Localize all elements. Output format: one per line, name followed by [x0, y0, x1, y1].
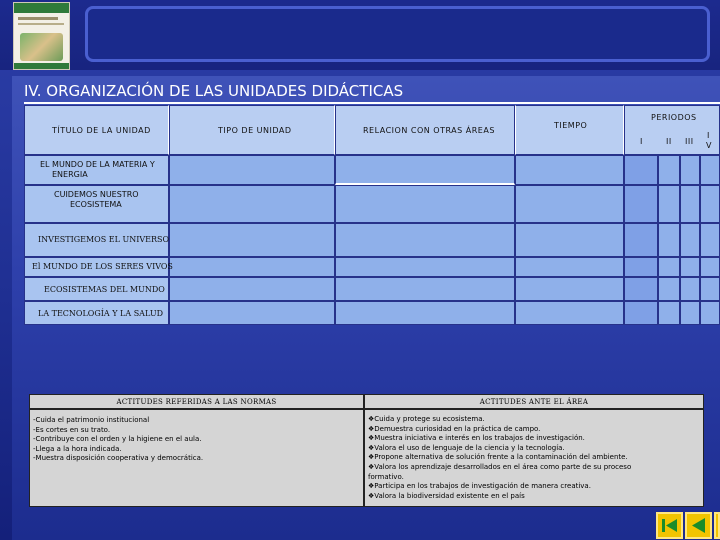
row-6-tipo[interactable] — [169, 301, 335, 325]
row-3-period-1[interactable] — [624, 223, 658, 257]
previous-slide-button[interactable] — [685, 512, 712, 539]
actitudes-normas-header: ACTITUDES REFERIDAS A LAS NORMAS — [29, 394, 364, 409]
row-1-period-4[interactable] — [700, 155, 720, 185]
area-item: ❖Valora los aprendizaje desarrollados en el área como parte de su proceso — [368, 462, 632, 471]
row-5-title: ECOSISTEMAS DEL MUNDO — [44, 285, 165, 294]
row-6-period-1[interactable] — [624, 301, 658, 325]
area-item: ❖Valora el uso de lenguaje de la ciencia y la tecnología. — [368, 443, 565, 452]
area-item: formativo. — [368, 472, 404, 481]
row-5-period-1[interactable] — [624, 277, 658, 301]
actitudes-normas-list — [29, 409, 364, 507]
row-5-period-2[interactable] — [658, 277, 680, 301]
area-item: ❖Participa en los trabajos de investigación de manera creativa. — [368, 482, 591, 491]
area-item: ❖Cuida y protege su ecosistema. — [368, 415, 485, 423]
header-tipo: TIPO DE UNIDAD — [218, 126, 292, 135]
header-tiempo: TIEMPO — [554, 121, 588, 130]
row-2-relacion[interactable] — [335, 185, 515, 223]
actitudes-area-list — [364, 409, 704, 507]
norma-item: -Es cortes en su trato. — [33, 425, 111, 434]
row-6-title: LA TECNOLOGÍA Y LA SALUD — [38, 309, 163, 318]
row-1-title-line1: EL MUNDO DE LA MATERIA Y — [40, 160, 155, 169]
first-slide-button[interactable] — [656, 512, 683, 539]
row-1-title-line2: ENERGIA — [52, 170, 88, 179]
previous-slide-icon — [690, 517, 707, 534]
area-item: ❖Muestra iniciativa e interés en los trabajos de investigación. — [368, 434, 585, 443]
row-3-tiempo[interactable] — [515, 223, 624, 257]
row-3-period-3[interactable] — [680, 223, 700, 257]
header-period-4a: I — [707, 131, 710, 140]
header-period-2: II — [666, 137, 672, 146]
header-period-1: I — [640, 137, 643, 146]
section-title: IV. ORGANIZACIÓN DE LAS UNIDADES DIDÁCTICAS — [24, 82, 404, 100]
header-titulo: TÍTULO DE LA UNIDAD — [52, 126, 151, 135]
row-5-tiempo[interactable] — [515, 277, 624, 301]
header-relacion: RELACION CON OTRAS ÁREAS — [363, 126, 495, 135]
row-2-period-3[interactable] — [680, 185, 700, 223]
actitudes-area-header: ACTITUDES ANTE EL ÁREA — [364, 394, 704, 409]
row-2-tipo[interactable] — [169, 185, 335, 223]
area-item: ❖Propone alternativa de solución frente a la contaminación del ambiente. — [368, 453, 628, 462]
norma-item: -Muestra disposición cooperativa y democrática. — [33, 454, 204, 462]
norma-item: -Cuida el patrimonio institucional — [33, 416, 150, 424]
row-4-title: El MUNDO DE LOS SERES VIVOS — [32, 262, 173, 271]
header-period-3: III — [685, 137, 694, 146]
row-5-relacion[interactable] — [335, 277, 515, 301]
row-2-tiempo[interactable] — [515, 185, 624, 223]
header-periodos: PERIODOS — [651, 113, 697, 122]
row-4-period-4[interactable] — [700, 257, 720, 277]
row-5-period-4[interactable] — [700, 277, 720, 301]
row-6-period-4[interactable] — [700, 301, 720, 325]
row-4-period-2[interactable] — [658, 257, 680, 277]
row-1-tipo[interactable] — [169, 155, 335, 185]
area-item: ❖Demuestra curiosidad en la práctica de campo. — [368, 424, 541, 433]
row-4-period-3[interactable] — [680, 257, 700, 277]
row-2-title-line1: CUIDEMOS NUESTRO — [54, 190, 139, 199]
first-slide-icon — [661, 517, 678, 534]
cover-thumbnail — [13, 2, 70, 70]
area-item: ❖Valora la biodiversidad existente en el país — [368, 491, 525, 500]
row-1-period-2[interactable] — [658, 155, 680, 185]
row-3-tipo[interactable] — [169, 223, 335, 257]
row-2-period-4[interactable] — [700, 185, 720, 223]
row-4-tipo[interactable] — [169, 257, 335, 277]
row-3-title: INVESTIGEMOS EL UNIVERSO — [38, 235, 170, 244]
row-1-period-3[interactable] — [680, 155, 700, 185]
row-2-title-line2: ECOSISTEMA — [70, 200, 122, 209]
row-5-tipo[interactable] — [169, 277, 335, 301]
row-1-period-1[interactable] — [624, 155, 658, 185]
row-2-period-2[interactable] — [658, 185, 680, 223]
row-5-period-3[interactable] — [680, 277, 700, 301]
row-4-tiempo[interactable] — [515, 257, 624, 277]
row-6-period-2[interactable] — [658, 301, 680, 325]
next-slide-button[interactable] — [714, 512, 720, 539]
row-4-relacion[interactable] — [335, 257, 515, 277]
row-1-tiempo[interactable] — [515, 155, 624, 185]
norma-item: -Llega a la hora indicada. — [33, 444, 122, 453]
row-6-relacion[interactable] — [335, 301, 515, 325]
norma-item: -Contribuye con el orden y la higiene en el aula. — [33, 435, 202, 443]
row-6-period-3[interactable] — [680, 301, 700, 325]
row-3-relacion[interactable] — [335, 223, 515, 257]
header-period-4b: V — [706, 141, 712, 150]
title-box — [85, 6, 710, 62]
row-6-tiempo[interactable] — [515, 301, 624, 325]
title-underline — [24, 102, 720, 104]
row-4-period-1[interactable] — [624, 257, 658, 277]
row-1-relacion[interactable] — [335, 155, 515, 185]
row-3-period-2[interactable] — [658, 223, 680, 257]
row-3-period-4[interactable] — [700, 223, 720, 257]
row-2-period-1[interactable] — [624, 185, 658, 223]
